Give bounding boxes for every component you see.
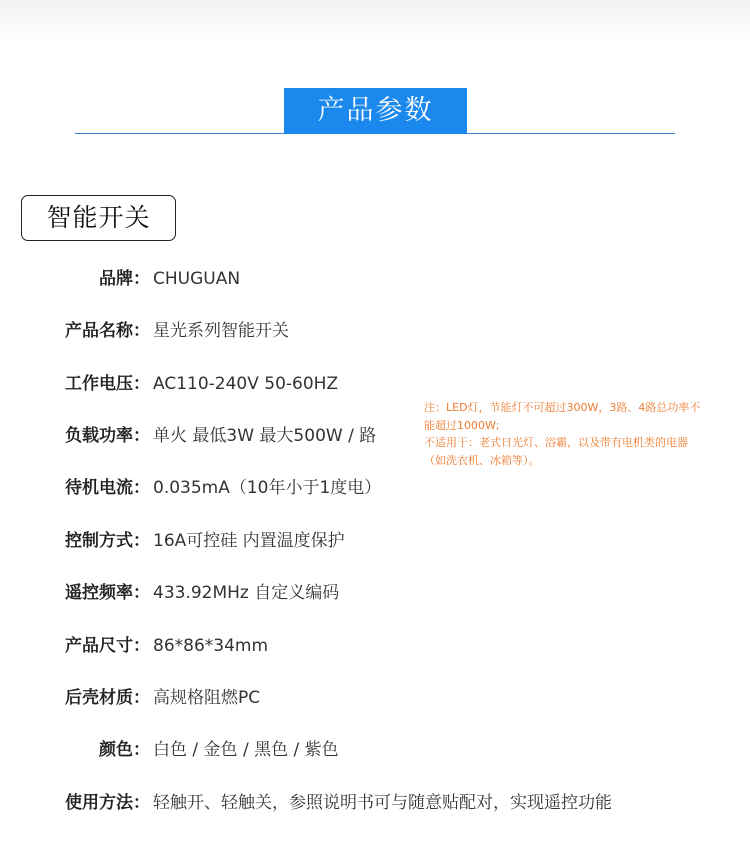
spec-label: 产品尺寸： [65, 636, 150, 656]
note-line: 注：LED灯，节能灯不可超过300W，3路、4路总功率不 [424, 401, 701, 414]
note-line: 能超过1000W; [424, 418, 500, 432]
spec-value: 星光系列智能开关 [153, 321, 289, 341]
section-header-title: 产品参数 [284, 88, 467, 134]
spec-label: 产品名称： [65, 321, 150, 341]
spec-value: 高规格阻燃PC [153, 688, 261, 708]
spec-label: 工作电压： [65, 374, 150, 394]
spec-label: 控制方式： [65, 531, 150, 551]
spec-label: 后壳材质： [65, 688, 150, 708]
spec-label: 使用方法： [65, 793, 150, 813]
top-fade [0, 0, 750, 40]
spec-label: 负载功率： [65, 426, 150, 446]
spec-value: 0.035mA（10年小于1度电） [153, 478, 382, 498]
power-note [424, 399, 734, 469]
spec-value: CHUGUAN [153, 269, 241, 289]
product-category-title: 智能开关 [21, 195, 176, 241]
spec-value: 86*86*34mm [153, 636, 269, 656]
spec-label: 遥控频率： [65, 583, 150, 603]
spec-label: 品牌： [99, 269, 150, 289]
spec-value: 白色 / 金色 / 黑色 / 紫色 [153, 740, 339, 760]
spec-value: AC110-240V 50-60HZ [153, 374, 339, 394]
spec-value: 433.92MHz 自定义编码 [153, 583, 340, 603]
note-line: （如洗衣机、冰箱等）。 [424, 453, 540, 467]
spec-value: 单火 最低3W 最大500W / 路 [153, 426, 377, 446]
spec-value: 16A可控硅 内置温度保护 [153, 531, 345, 551]
note-line: 不适用于：老式日光灯、浴霸，以及带有电机类的电器 [424, 436, 688, 449]
spec-label: 颜色： [99, 740, 150, 760]
spec-value: 轻触开、轻触关，参照说明书可与随意贴配对，实现遥控功能 [153, 793, 612, 813]
spec-label: 待机电流： [65, 478, 150, 498]
